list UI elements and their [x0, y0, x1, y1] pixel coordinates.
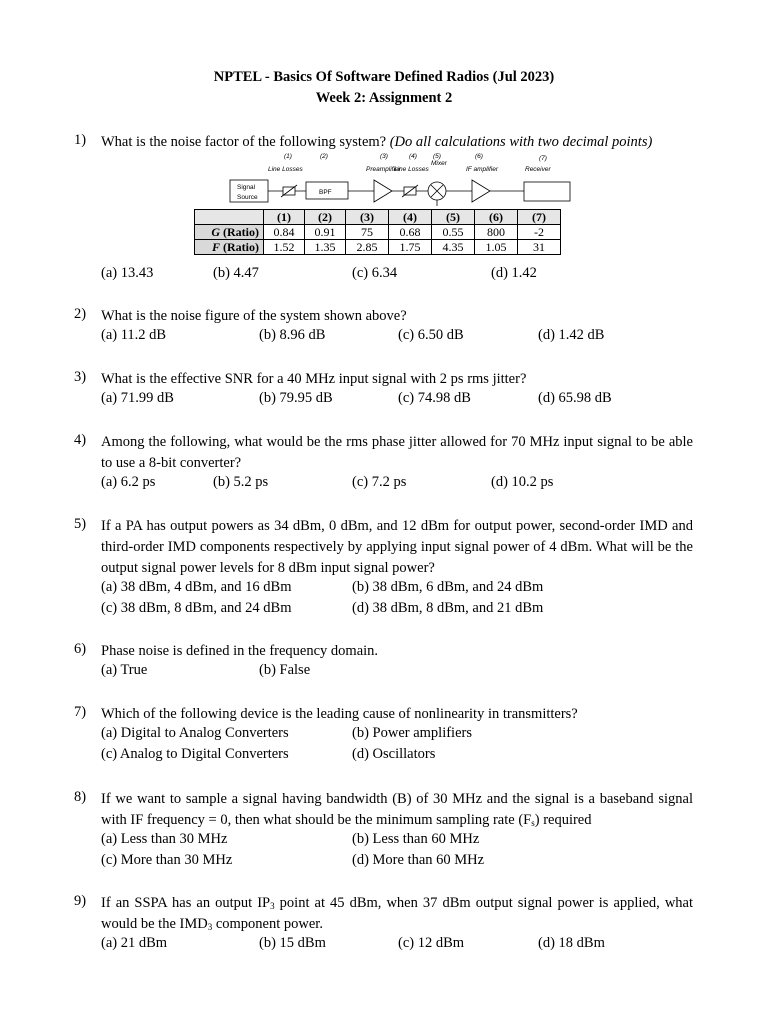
- receiver-block: [524, 182, 570, 201]
- option-a: (a) 11.2 dB: [101, 327, 167, 343]
- option-a: (a) 71.99 dB: [101, 390, 174, 406]
- preamplifier-triangle: [374, 180, 392, 202]
- table-row: [195, 225, 561, 240]
- row-header: F (Ratio): [195, 240, 264, 255]
- question-number: 2): [74, 306, 87, 322]
- question-number: 5): [74, 516, 87, 532]
- stage-number-6: (6): [475, 153, 483, 160]
- option-a: (a) 13.43: [101, 265, 154, 281]
- label-receiver: Receiver: [525, 166, 551, 173]
- option-c: (c) 38 dBm, 8 dBm, and 24 dBm: [101, 600, 292, 616]
- question-number: 6): [74, 641, 87, 657]
- table-cell: 31: [518, 240, 561, 255]
- signal-source-label: Signal: [237, 184, 256, 191]
- option-b: (b) 79.95 dB: [259, 390, 333, 406]
- question-instruction: (Do all calculations with two decimal points): [389, 134, 653, 150]
- option-d: (d) 1.42: [491, 265, 537, 281]
- label-line-losses-1: Line Losses: [268, 166, 303, 173]
- question-text: Among the following, what would be the rms phase jitter allowed for 70 MHz input signal to be able to use a 8-bit converter?: [101, 434, 693, 471]
- option-a: (a) Digital to Analog Converters: [101, 725, 289, 741]
- label-mixer: Mixer: [431, 160, 447, 167]
- if-amplifier-triangle: [472, 180, 490, 202]
- signal-source-label-2: Source: [237, 194, 258, 201]
- question-number: 1): [74, 132, 87, 148]
- option-a: (a) 21 dBm: [101, 935, 168, 951]
- table-cell: 800: [475, 225, 518, 240]
- table-cell: 1.35: [305, 240, 346, 255]
- question-number: 4): [74, 432, 87, 448]
- question-text: What is the noise figure of the system shown above?: [101, 308, 407, 324]
- stage-number-4: (4): [409, 153, 417, 160]
- option-a: (a) 38 dBm, 4 dBm, and 16 dBm: [101, 579, 292, 595]
- row-header: G (Ratio): [195, 225, 264, 240]
- column-header: (4): [389, 210, 432, 225]
- option-d: (d) 65.98 dB: [538, 390, 612, 406]
- question-number: 3): [74, 369, 87, 385]
- system-block-diagram: [226, 150, 576, 206]
- label-preamplifier: Preamplifier: [366, 166, 401, 173]
- option-c: (c) 7.2 ps: [352, 474, 407, 490]
- table-cell: 0.84: [264, 225, 305, 240]
- stage-number-5: (5): [433, 153, 441, 160]
- column-header: (2): [305, 210, 346, 225]
- page-title: NPTEL - Basics Of Software Defined Radios (Jul 2023): [213, 69, 555, 85]
- table-cell: 0.55: [432, 225, 475, 240]
- stage-number-1: (1): [284, 153, 292, 160]
- option-a: (a) Less than 30 MHz: [101, 831, 228, 847]
- column-header: (1): [264, 210, 305, 225]
- option-c: (c) More than 30 MHz: [101, 852, 233, 868]
- stage-number-2: (2): [320, 153, 328, 160]
- option-a: (a) True: [101, 662, 148, 678]
- option-c: (c) 12 dBm: [398, 935, 465, 951]
- stage-number-7: (7): [539, 155, 547, 162]
- option-b: (b) 15 dBm: [259, 935, 326, 951]
- option-b: (b) 4.47: [213, 265, 259, 281]
- option-d: (d) 38 dBm, 8 dBm, and 21 dBm: [352, 600, 544, 616]
- option-d: (d) 1.42 dB: [538, 327, 605, 343]
- option-b: (b) Power amplifiers: [352, 725, 472, 741]
- table-cell: 75: [346, 225, 389, 240]
- question-number: 7): [74, 704, 87, 720]
- option-d: (d) 18 dBm: [538, 935, 605, 951]
- bpf-label: BPF: [319, 189, 332, 196]
- option-b: (b) False: [259, 662, 311, 678]
- column-header: (5): [432, 210, 475, 225]
- option-d: (d) 10.2 ps: [491, 474, 554, 490]
- table-header-row: [195, 210, 561, 225]
- table-cell: 0.91: [305, 225, 346, 240]
- label-line-losses-2: Line Losses: [394, 166, 429, 173]
- column-header: (7): [518, 210, 561, 225]
- question-text: Which of the following device is the leading cause of nonlinearity in transmitters?: [101, 706, 578, 722]
- question-text: If we want to sample a signal having bandwidth (B) of 30 MHz and the signal is a baseband signal with IF frequency = 0, then what should be the minimum sampling rate $(F_s)$ required: [101, 791, 693, 828]
- option-d: (d) More than 60 MHz: [352, 852, 485, 868]
- gain-noise-table: [194, 209, 561, 255]
- table-cell: -2: [518, 225, 561, 240]
- stage-number-3: (3): [380, 153, 388, 160]
- table-cell: 0.68: [389, 225, 432, 240]
- question-text: Phase noise is defined in the frequency domain.: [101, 643, 379, 659]
- question-number: 8): [74, 789, 87, 805]
- option-b: (b) Less than 60 MHz: [352, 831, 480, 847]
- option-d: (d) Oscillators: [352, 746, 436, 762]
- option-c: (c) 6.50 dB: [398, 327, 464, 343]
- question-text: If a PA has output powers as 34 dBm, 0 dBm, and 12 dBm for output power, second-order IMD and third-order IMD components respectively by applying input signal power of 4 dBm. What will be the output signal power levels for 8 dBm input signal power?: [101, 518, 693, 576]
- option-c: (c) 74.98 dB: [398, 390, 471, 406]
- column-header: (6): [475, 210, 518, 225]
- option-b: (b) 8.96 dB: [259, 327, 326, 343]
- question-text: If an SSPA has an output $IP_3$ point at 45 dBm, when 37 dBm output signal power is applied, what would be the $IMD_3$ component power.: [101, 895, 694, 932]
- column-header: (3): [346, 210, 389, 225]
- option-b: (b) 5.2 ps: [213, 474, 269, 490]
- table-cell: 1.05: [475, 240, 518, 255]
- table-cell: 1.52: [264, 240, 305, 255]
- table-cell: 2.85: [346, 240, 389, 255]
- option-b: (b) 38 dBm, 6 dBm, and 24 dBm: [352, 579, 544, 595]
- question-number: 9): [74, 893, 87, 909]
- page-subtitle: Week 2: Assignment 2: [315, 90, 453, 106]
- option-c: (c) 6.34: [352, 265, 398, 281]
- label-if-amplifier: IF amplifier: [466, 166, 499, 173]
- table-cell: 4.35: [432, 240, 475, 255]
- table-cell: 1.75: [389, 240, 432, 255]
- option-a: (a) 6.2 ps: [101, 474, 156, 490]
- question-text: What is the noise factor of the following system? (Do all calculations with two decimal points): [101, 134, 653, 150]
- table-row: [195, 240, 561, 255]
- option-c: (c) Analog to Digital Converters: [101, 746, 289, 762]
- question-text: What is the effective SNR for a 40 MHz input signal with 2 ps rms jitter?: [101, 371, 527, 387]
